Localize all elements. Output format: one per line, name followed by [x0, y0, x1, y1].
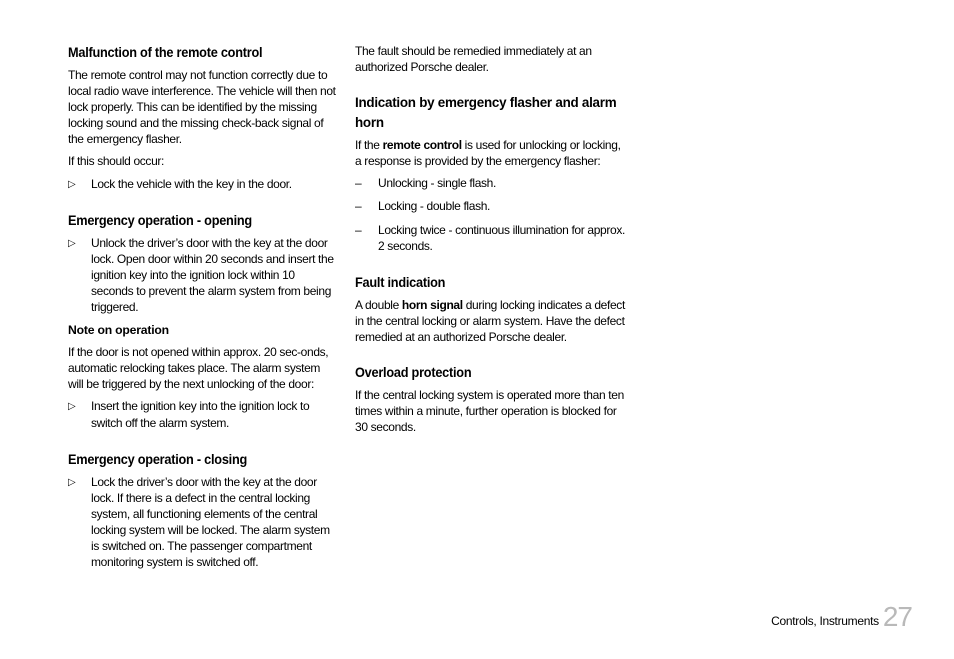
opening-steps	[68, 235, 338, 315]
right-column	[355, 43, 627, 441]
malfunction-steps	[68, 176, 338, 192]
list-item	[355, 198, 627, 214]
dash-icon: –	[355, 176, 362, 191]
list-item	[68, 176, 338, 192]
bold-term: remote control	[382, 138, 462, 153]
page-footer	[771, 602, 912, 632]
occur-paragraph: If this should occur:	[68, 154, 165, 169]
step-text: Insert the ignition key into the ignition lock to switch off the alarm system.	[91, 399, 310, 430]
text-run: is used for unlocking or locking, a response is provided by the emergency flasher:	[355, 138, 621, 169]
list-item	[68, 235, 338, 315]
heading-fault-indication: Fault indication	[355, 274, 446, 290]
closing-steps	[68, 474, 338, 571]
step-text: Lock the vehicle with the key in the door.	[91, 176, 292, 191]
triangle-right-icon: ▷	[68, 476, 76, 488]
overload-paragraph: If the central locking system is operated more than ten times within a minute, further operation is blocked for 30 seconds.	[355, 388, 624, 435]
list-item	[68, 474, 338, 571]
triangle-right-icon: ▷	[68, 401, 76, 413]
heading-emergency-opening: Emergency operation - opening	[68, 212, 252, 228]
malfunction-paragraph: The remote control may not function correctly due to local radio wave interference. The vehicle will then not lock properly. This can be identified by the missing locking sound and the missing check-back signal of the emergency flasher.	[68, 68, 336, 147]
item-text: Locking - double flash.	[378, 199, 491, 214]
page-number: 27	[882, 601, 912, 632]
step-text: Unlock the driver’s door with the key at the door lock. Open door within 20 seconds and insert the ignition key into the ignition lock within 10 seconds to prevent the alarm system from being triggered.	[91, 235, 334, 315]
heading-emergency-closing: Emergency operation - closing	[68, 451, 248, 467]
triangle-right-icon: ▷	[68, 178, 76, 190]
note-paragraph: If the door is not opened within approx. 20 sec-onds, automatic relocking takes place. The alarm system will be triggered by the next unlocking of the door:	[68, 345, 329, 392]
heading-note-on-operation: Note on operation	[68, 323, 169, 338]
list-item	[355, 175, 627, 191]
triangle-right-icon: ▷	[68, 237, 76, 249]
flasher-list	[355, 175, 627, 253]
list-item	[68, 398, 338, 430]
text-run: during locking indicates a defect in the central locking or alarm system. Have the defect remedied at an authorized Porsche dealer.	[355, 297, 625, 344]
heading-malfunction: Malfunction of the remote control	[68, 45, 263, 60]
note-steps	[68, 398, 338, 430]
fault-paragraph	[355, 297, 627, 345]
step-text: Lock the driver’s door with the key at the door lock. If there is a defect in the central locking system, all functioning elements of the central locking system will be locked. The alarm system is switched on. The passenger compartment monitoring system is switched off.	[91, 474, 330, 570]
item-text: Locking twice - continuous illumination for approx. 2 seconds.	[378, 222, 625, 253]
section-title: Controls, Instruments	[771, 614, 879, 628]
item-text: Unlocking - single flash.	[378, 176, 496, 191]
left-column	[68, 43, 338, 577]
text-run: A double	[355, 297, 402, 312]
flasher-paragraph	[355, 137, 627, 169]
remedy-paragraph: The fault should be remedied immediately at an authorized Porsche dealer.	[355, 44, 592, 75]
dash-icon: –	[355, 222, 362, 237]
bold-term: horn signal	[401, 297, 463, 312]
heading-overload-protection: Overload protection	[355, 365, 472, 381]
dash-icon: –	[355, 199, 362, 214]
heading-emergency-flasher: Indication by emergency flasher and alarm horn	[355, 95, 617, 131]
list-item	[355, 222, 627, 254]
text-run: If the	[355, 138, 383, 153]
